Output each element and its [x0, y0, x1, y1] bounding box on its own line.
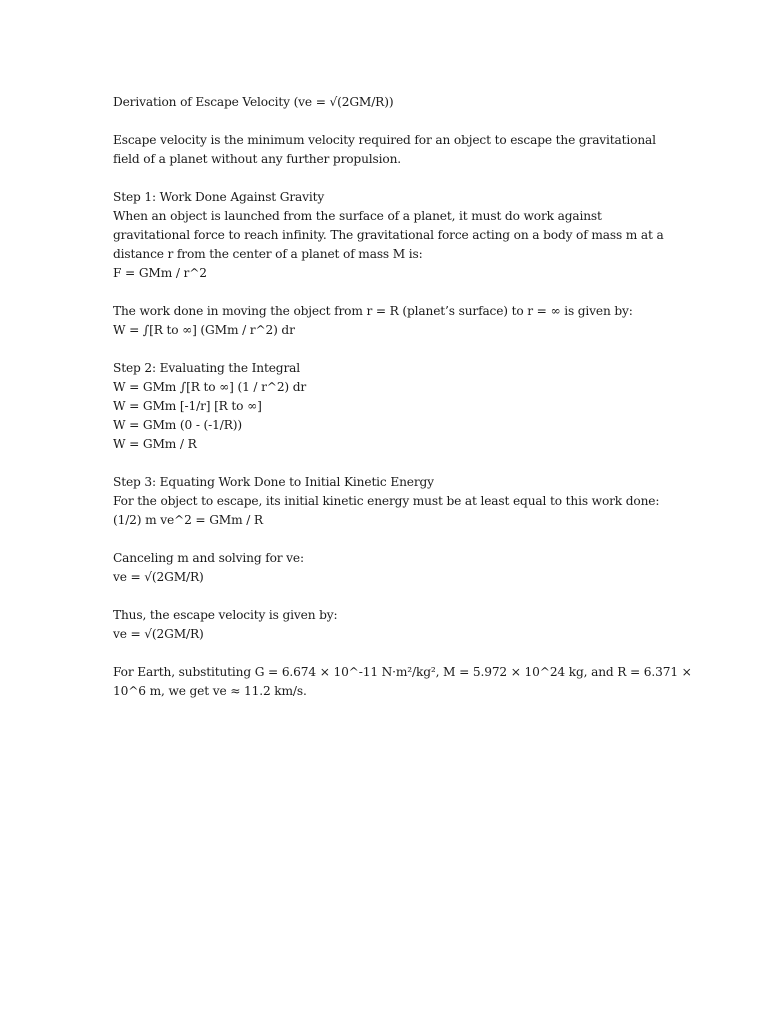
step2-equation: W = GMm ∫[R to ∞] (1 / r^2) dr: [113, 380, 307, 394]
step2-heading: Step 2: Evaluating the Integral: [113, 361, 300, 375]
work-line: The work done in moving the object from r = R (planet’s surface) to r = ∞ is given by:: [113, 304, 633, 318]
result-line: Thus, the escape velocity is given by:: [113, 608, 338, 622]
step3-section: [113, 473, 658, 530]
document-body: [113, 93, 692, 701]
escape-velocity-equation: ve = √(2GM/R): [113, 570, 204, 584]
step1-line: When an object is launched from the surface of a planet, it must do work against: [113, 209, 602, 223]
cancel-line: Canceling m and solving for ve:: [113, 551, 304, 565]
work-paragraph: [113, 302, 658, 340]
cancel-paragraph: [113, 549, 658, 587]
intro-paragraph: [113, 131, 658, 169]
document-title: Derivation of Escape Velocity (ve = √(2GM/R)): [113, 95, 394, 109]
step2-equation: W = GMm (0 - (-1/R)): [113, 418, 242, 432]
step1-line: gravitational force to reach infinity. The gravitational force acting on a body of mass m at a: [113, 228, 664, 242]
intro-line: Escape velocity is the minimum velocity required for an object to escape the gravitational: [113, 133, 656, 147]
step1-section: [113, 188, 664, 283]
step3-line: For the object to escape, its initial kinetic energy must be at least equal to this work done:: [113, 494, 660, 508]
earth-line: 10^6 m, we get ve ≈ 11.2 km/s.: [113, 684, 307, 698]
step2-equation: W = GMm [-1/r] [R to ∞]: [113, 399, 262, 413]
title-paragraph: [113, 93, 658, 112]
escape-velocity-result: ve = √(2GM/R): [113, 627, 204, 641]
step2-equation: W = GMm / R: [113, 437, 197, 451]
work-integral-equation: W = ∫[R to ∞] (GMm / r^2) dr: [113, 323, 295, 337]
step3-heading: Step 3: Equating Work Done to Initial Kinetic Energy: [113, 475, 434, 489]
step1-line: distance r from the center of a planet of mass M is:: [113, 247, 423, 261]
step2-section: [113, 359, 658, 454]
kinetic-energy-equation: (1/2) m ve^2 = GMm / R: [113, 513, 263, 527]
earth-paragraph: [113, 663, 692, 701]
earth-line: For Earth, substituting G = 6.674 × 10^-11 N·m²/kg², M = 5.972 × 10^24 kg, and R = 6.371 ×: [113, 665, 692, 679]
step1-heading: Step 1: Work Done Against Gravity: [113, 190, 325, 204]
force-equation: F = GMm / r^2: [113, 266, 207, 280]
result-paragraph: [113, 606, 658, 644]
intro-line: field of a planet without any further propulsion.: [113, 152, 401, 166]
